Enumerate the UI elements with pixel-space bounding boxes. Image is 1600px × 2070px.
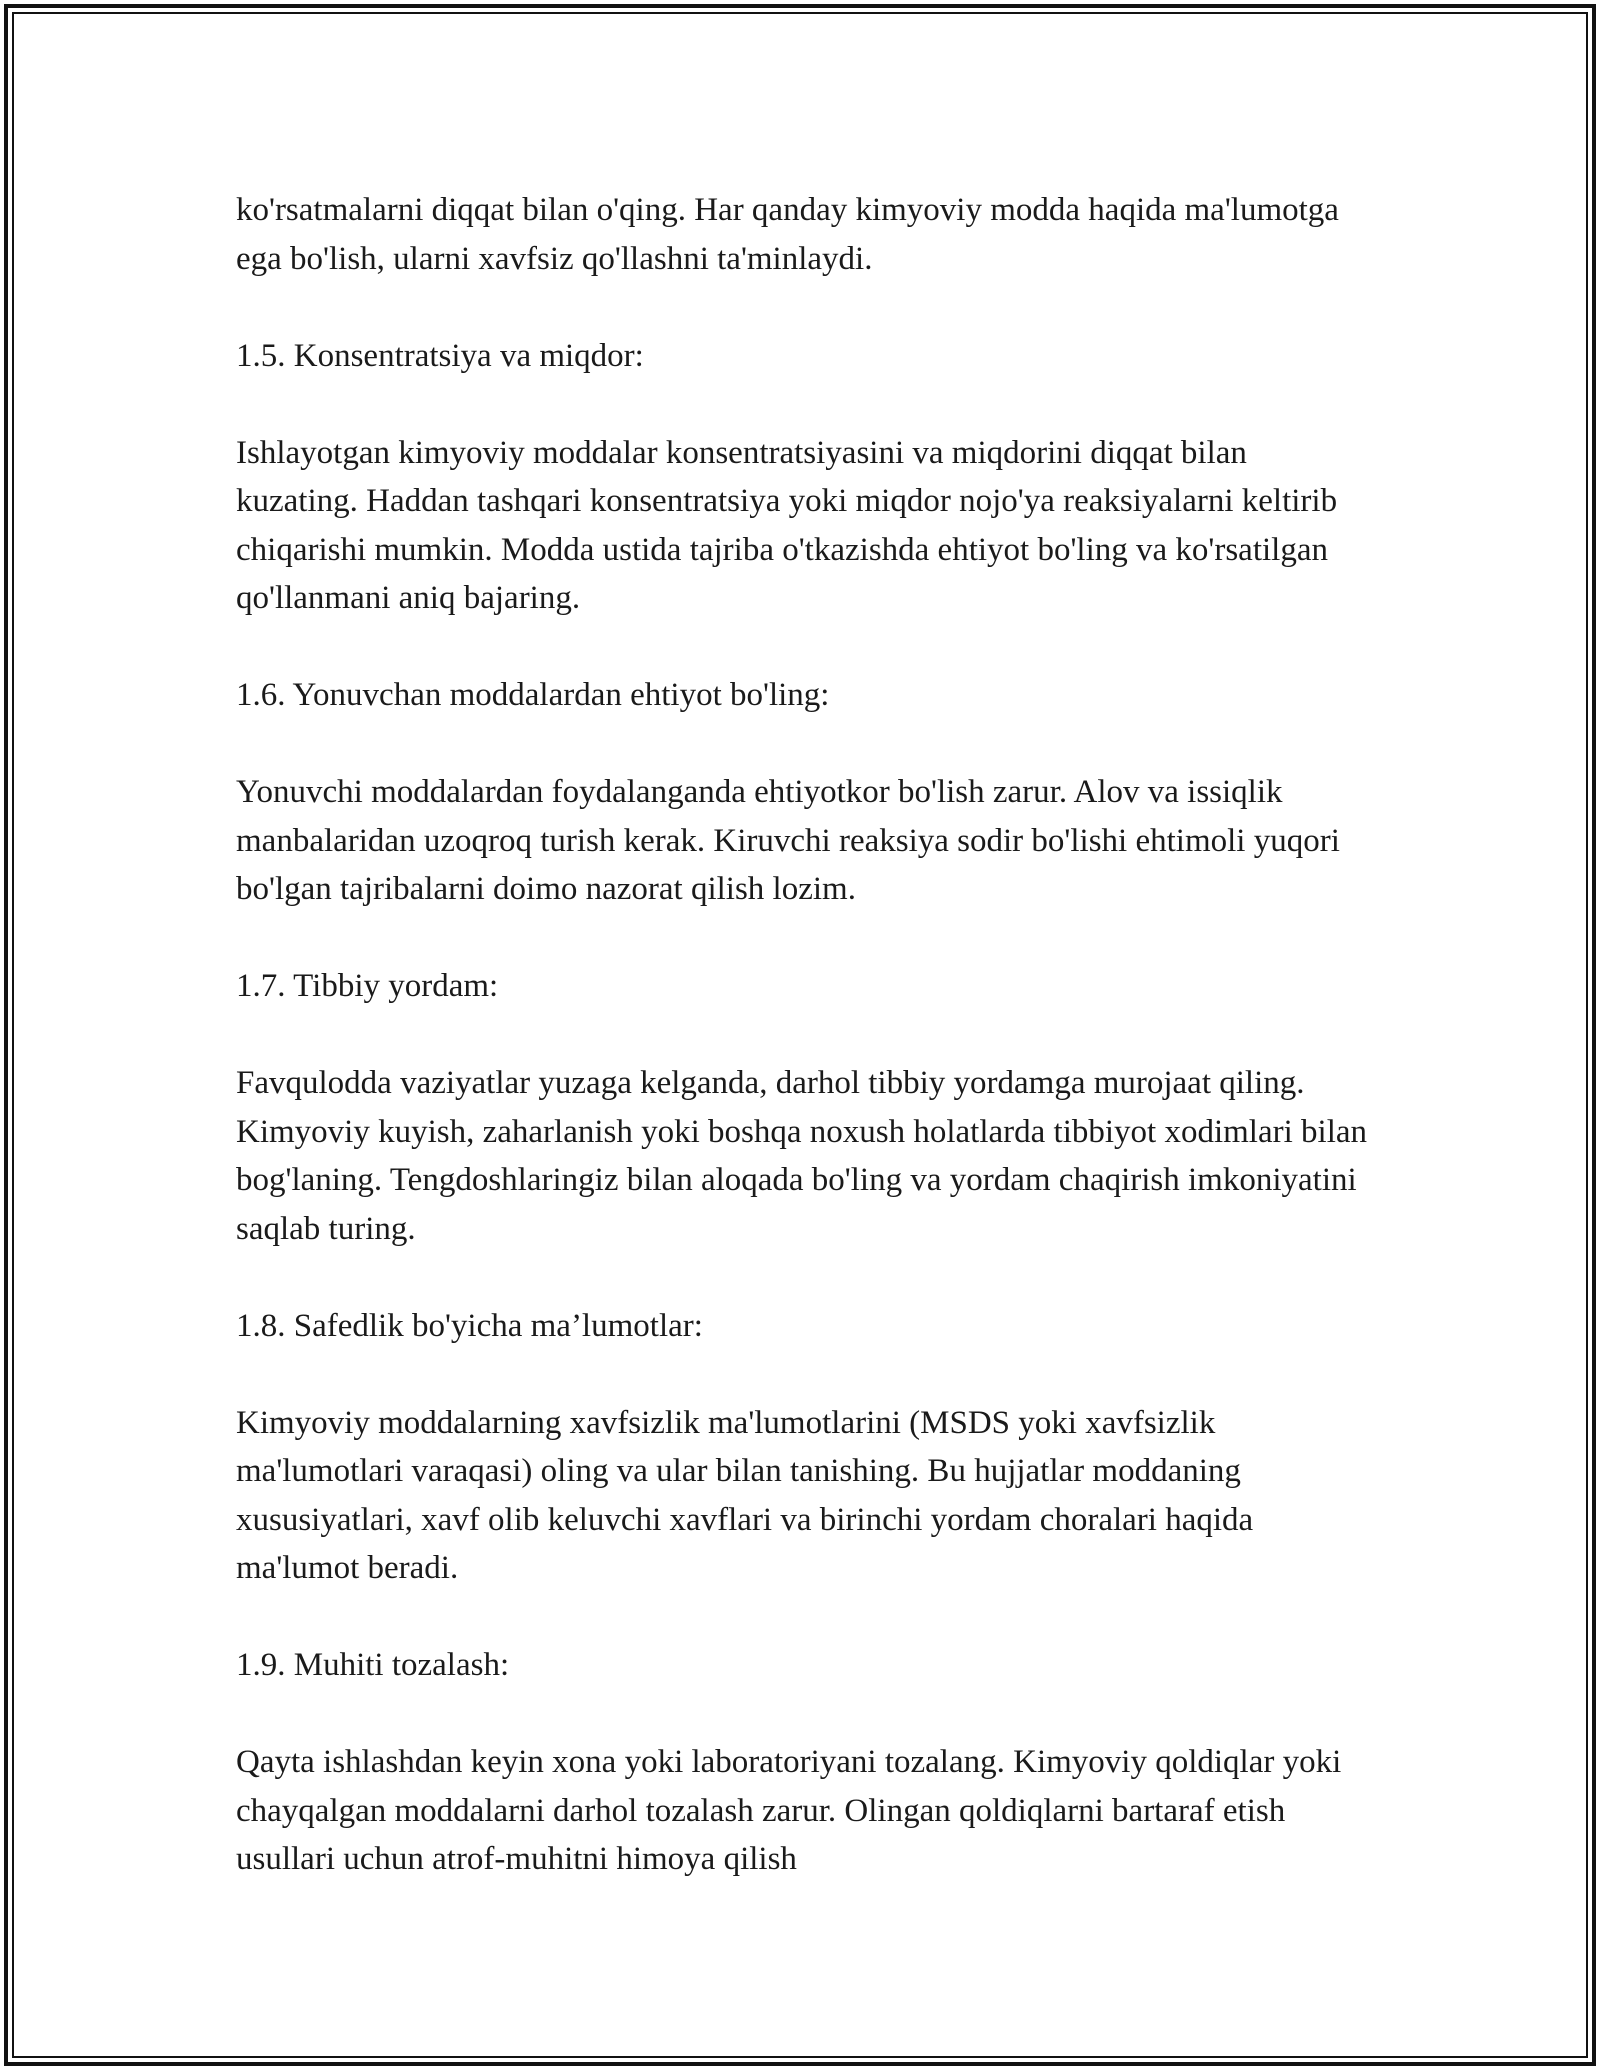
document-body bbox=[236, 186, 1376, 1884]
section-heading-1-7: 1.7. Tibbiy yordam: bbox=[236, 968, 499, 1004]
paragraph-cleanup: Qayta ishlashdan keyin xona yoki laboratoriyani tozalang. Kimyoviy qoldiqlar yoki chayqalgan moddalarni darhol tozalash zarur. Olingan qoldiqlarni bartaraf etish usullari uchun atrof-muhitni himoya qilish bbox=[236, 1744, 1342, 1877]
paragraph-medical-help: Favqulodda vaziyatlar yuzaga kelganda, darhol tibbiy yordamga murojaat qiling. Kimyoviy kuyish, zaharlanish yoki boshqa noxush holatlarda tibbiyot xodimlari bilan bog'laning. Tengdoshlaringiz bilan aloqada bo'ling va yordam chaqirish imkoniyatini saqlab turing. bbox=[236, 1065, 1368, 1247]
paragraph-safety-data: Kimyoviy moddalarning xavfsizlik ma'lumotlarini (MSDS yoki xavfsizlik ma'lumotlari varaqasi) oling va ular bilan tanishing. Bu hujjatlar moddaning xususiyatlari, xavf olib keluvchi xavflari va birinchi yordam choralari haqida ma'lumot beradi. bbox=[236, 1404, 1254, 1586]
section-heading-1-5: 1.5. Konsentratsiya va miqdor: bbox=[236, 337, 644, 374]
paragraph-concentration: Ishlayotgan kimyoviy moddalar konsentratsiyasini va miqdorini diqqat bilan kuzating. Haddan tashqari konsentratsiya yoki miqdor nojo'ya reaksiyalarni keltirib chiqarishi mumkin. Modda ustida tajriba o'tkazishda ehtiyot bo'ling va ko'rsatilgan qo'llanmani aniq bajaring. bbox=[236, 434, 1338, 616]
section-heading-1-8: 1.8. Safedlik bo'yicha ma’lumotlar: bbox=[236, 1307, 703, 1344]
paragraph-intro-continuation: ko'rsatmalarni diqqat bilan o'qing. Har qanday kimyoviy modda haqida ma'lumotga ega bo'lish, ularni xavfsiz qo'llashni ta'minlaydi. bbox=[236, 192, 1339, 277]
paragraph-flammable: Yonuvchi moddalardan foydalanganda ehtiyotkor bo'lish zarur. Alov va issiqlik manbalaridan uzoqroq turish kerak. Kiruvchi reaksiya sodir bo'lishi ehtimoli yuqori bo'lgan tajribalarni doimo nazorat qilish lozim. bbox=[236, 774, 1340, 907]
section-heading-1-9: 1.9. Muhiti tozalash: bbox=[236, 1647, 510, 1683]
section-heading-1-6: 1.6. Yonuvchan moddalardan ehtiyot bo'ling: bbox=[236, 677, 830, 713]
